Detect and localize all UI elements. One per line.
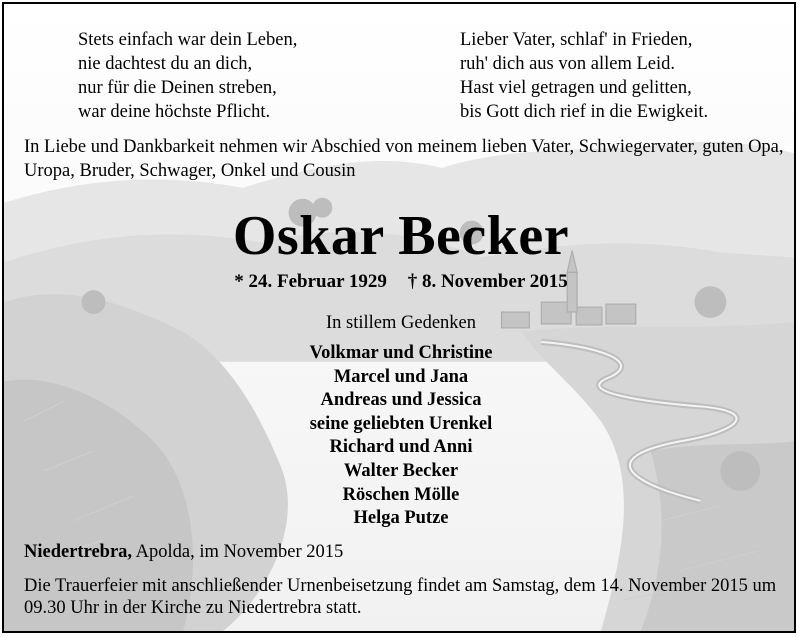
poem-line: nur für die Deinen streben,	[78, 78, 277, 98]
poem-line: Stets einfach war dein Leben,	[78, 30, 298, 50]
mourner-name: Helga Putze	[353, 508, 449, 529]
poem-left	[78, 28, 297, 124]
obituary-notice	[2, 2, 796, 633]
death-date: † 8. November 2015	[407, 271, 568, 292]
poem-line: war deine höchste Pflicht.	[78, 102, 271, 122]
memory-line: In stillem Gedenken	[325, 313, 476, 333]
place-name: Niedertrebra,	[24, 542, 133, 562]
funeral-service-info: Die Trauerfeier mit anschließender Urnenbeisetzung findet am Samstag, dem 14. November 2015 um 09.30 Uhr in der Kirche zu Niedertrebra statt.	[24, 576, 777, 618]
poem-line: Lieber Vater, schlaf' in Frieden,	[460, 30, 693, 50]
place-date-line	[24, 540, 343, 564]
birth-date: * 24. Februar 1929	[234, 271, 387, 292]
mourner-name: Volkmar und Christine	[309, 343, 493, 363]
mourner-name: Röschen Mölle	[342, 484, 460, 505]
poem-line: bis Gott dich rief in die Ewigkeit.	[460, 102, 709, 122]
deceased-name: Oskar Becker	[232, 205, 570, 267]
mourner-name: Andreas und Jessica	[320, 390, 482, 411]
poem-line: Hast viel getragen und gelitten,	[460, 78, 692, 98]
mourners-list	[4, 342, 796, 531]
mourner-name: seine geliebten Urenkel	[309, 413, 493, 434]
poem-line: ruh' dich aus von allem Leid.	[460, 54, 675, 74]
poem-right	[460, 28, 708, 124]
farewell-text: In Liebe und Dankbarkeit nehmen wir Abschied von meinem lieben Vater, Schwiegervater, guten Opa, Uropa, Bruder, Schwager, Onkel und Cousin	[24, 137, 784, 181]
life-dates	[4, 269, 796, 295]
poem-line: nie dachtest du an dich,	[78, 54, 253, 74]
mourner-name: Marcel und Jana	[333, 366, 469, 387]
place-date: Apolda, im November 2015	[132, 542, 344, 562]
mourner-name: Richard und Anni	[329, 437, 473, 458]
mourner-name: Walter Becker	[343, 460, 459, 481]
